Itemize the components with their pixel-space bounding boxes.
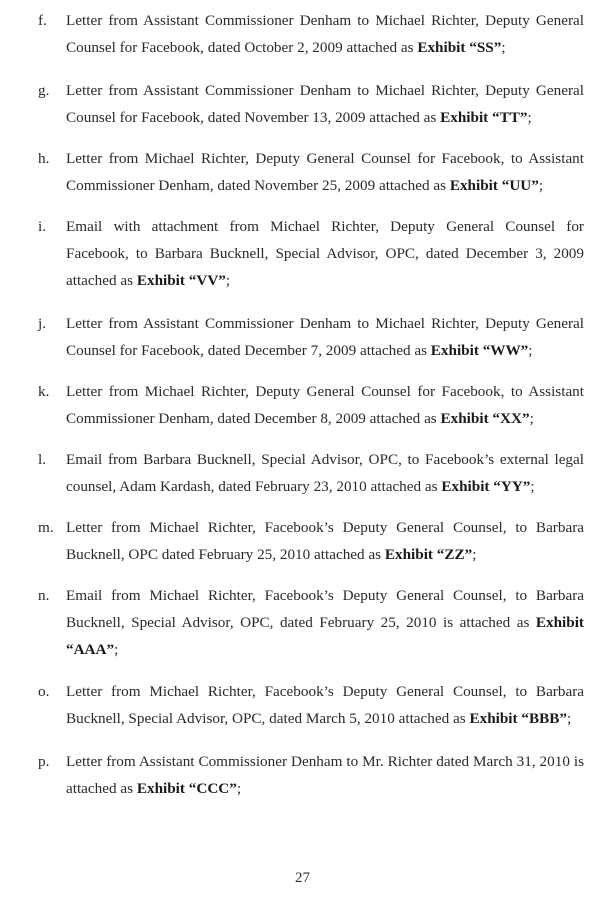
item-description: Email from Barbara Bucknell, Special Advisor, OPC, to Facebook’s external legal counsel, Adam Kardash, dated February 23, 2010 attached as [66, 451, 584, 495]
list-item-f [38, 7, 584, 61]
item-label: g. [38, 82, 50, 99]
list-item-l [38, 446, 584, 500]
item-punctuation: ; [114, 641, 119, 658]
item-label: f. [38, 12, 47, 29]
exhibit-reference: Exhibit “ZZ” [384, 546, 473, 563]
list-item-m [38, 514, 584, 568]
exhibit-reference: Exhibit “SS” [417, 39, 502, 56]
exhibit-reference: Exhibit “WW” [430, 342, 529, 359]
item-description: Letter from Michael Richter, Facebook’s Deputy General Counsel, to Barbara Bucknell, Special Advisor, OPC, dated March 5, 2010 attached as [66, 683, 584, 727]
item-text [66, 378, 584, 432]
exhibit-reference: Exhibit “CCC” [136, 780, 237, 797]
item-text [66, 310, 584, 364]
list-item-n [38, 582, 584, 663]
list-item-h [38, 145, 584, 199]
exhibit-reference: Exhibit “YY” [441, 478, 531, 495]
item-description: Letter from Michael Richter, Deputy General Counsel for Facebook, to Assistant Commissioner Denham, dated December 8, 2009 attached as [66, 383, 584, 427]
exhibit-reference: Exhibit “VV” [136, 272, 226, 289]
exhibit-reference: Exhibit “AAA” [66, 614, 584, 658]
exhibit-reference: Exhibit “XX” [440, 410, 530, 427]
item-description: Letter from Michael Richter, Deputy General Counsel for Facebook, to Assistant Commissioner Denham, dated November 25, 2009 attached as [66, 150, 584, 194]
item-text [66, 514, 584, 568]
item-description: Letter from Assistant Commissioner Denham to Michael Richter, Deputy General Counsel for Facebook, dated October 2, 2009 attached as [66, 12, 584, 56]
item-description: Letter from Michael Richter, Facebook’s Deputy General Counsel, to Barbara Bucknell, OPC dated February 25, 2010 attached as [66, 519, 584, 563]
page-number: 27 [295, 870, 310, 886]
item-punctuation: ; [528, 342, 533, 359]
exhibit-reference: Exhibit “TT” [440, 109, 528, 126]
item-label: k. [38, 383, 50, 400]
item-text [66, 748, 584, 802]
item-text [66, 213, 584, 294]
item-text [66, 582, 584, 663]
item-text [66, 145, 584, 199]
exhibit-reference: Exhibit “UU” [449, 177, 539, 194]
exhibit-reference: Exhibit “BBB” [469, 710, 567, 727]
item-punctuation: ; [472, 546, 477, 563]
item-description: Letter from Assistant Commissioner Denham to Michael Richter, Deputy General Counsel for Facebook, dated December 7, 2009 attached as [66, 315, 584, 359]
item-description: Letter from Assistant Commissioner Denham to Michael Richter, Deputy General Counsel for Facebook, dated November 13, 2009 attached as [66, 82, 584, 126]
item-label: j. [38, 315, 47, 332]
item-text [66, 7, 584, 61]
item-label: p. [38, 753, 50, 770]
list-item-k [38, 378, 584, 432]
item-punctuation: ; [236, 780, 242, 797]
item-label: h. [38, 150, 50, 167]
item-punctuation: ; [538, 177, 544, 194]
list-item-p [38, 748, 584, 802]
list-item-g [38, 77, 584, 131]
item-punctuation: ; [501, 39, 506, 56]
item-label: m. [38, 519, 54, 536]
item-punctuation: ; [527, 109, 532, 126]
item-description: Letter from Assistant Commissioner Denham to Mr. Richter dated March 31, 2010 is attached as [66, 753, 584, 797]
item-text [66, 77, 584, 131]
item-text [66, 446, 584, 500]
item-punctuation: ; [529, 410, 534, 427]
item-punctuation: ; [225, 272, 231, 289]
item-description: Email from Michael Richter, Facebook’s Deputy General Counsel, to Barbara Bucknell, Special Advisor, OPC, dated February 25, 2010 is attached as [66, 587, 584, 631]
item-punctuation: ; [530, 478, 535, 495]
list-item-o [38, 678, 584, 732]
item-text [66, 678, 584, 732]
list-item-j [38, 310, 584, 364]
item-label: i. [38, 218, 47, 235]
item-label: l. [38, 451, 47, 468]
item-label: n. [38, 587, 50, 604]
list-item-i [38, 213, 584, 294]
item-label: o. [38, 683, 50, 700]
item-punctuation: ; [566, 710, 572, 727]
item-description: Email with attachment from Michael Richter, Deputy General Counsel for Facebook, to Barbara Bucknell, Special Advisor, OPC, dated December 3, 2009 attached as [66, 218, 584, 289]
